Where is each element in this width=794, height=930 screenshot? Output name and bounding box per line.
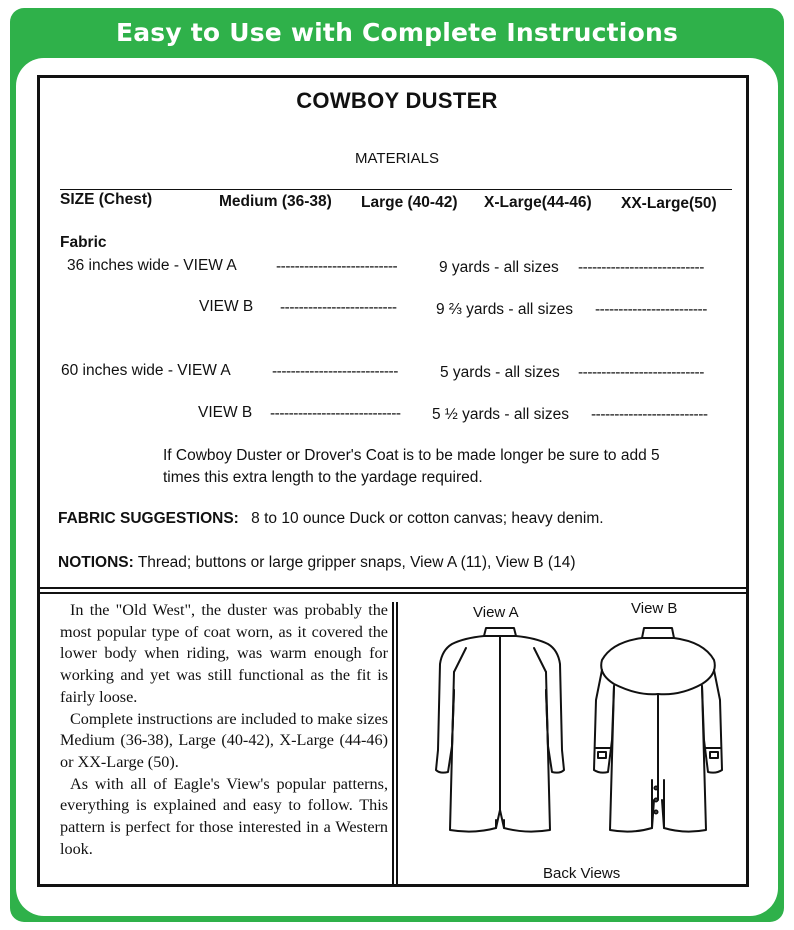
dash-leader: ---------------------------- <box>270 405 401 422</box>
size-xxlarge: XX-Large(50) <box>621 195 717 212</box>
dash-leader: --------------------------- <box>578 259 704 276</box>
view-a-label: View A <box>473 604 519 621</box>
notions-text: Thread; buttons or large gripper snaps, View A (11), View B (14) <box>137 554 576 571</box>
notions-label: NOTIONS: <box>58 554 134 571</box>
fabric-width-label: VIEW B <box>198 404 253 421</box>
fabric-note-line2: times this extra length to the yardage required. <box>163 469 483 486</box>
back-views-caption: Back Views <box>543 865 621 882</box>
size-rule <box>60 189 732 190</box>
description-paragraph: In the "Old West", the duster was probably the most popular type of coat worn, as it covered the lower body when riding, was warm enough for working and yet was still functional as the fit is fairly loose. <box>60 601 388 706</box>
page-title: COWBOY DUSTER <box>296 88 498 113</box>
view-b-label: View B <box>631 600 678 617</box>
fabric-heading: Fabric <box>60 234 107 251</box>
fabric-width-label: 60 inches wide - VIEW A <box>61 362 231 379</box>
fabric-amount: 9 yards - all sizes <box>439 259 559 276</box>
size-xlarge: X-Large(44-46) <box>484 194 592 211</box>
dash-leader: -------------------------- <box>276 258 398 275</box>
fabric-suggestions <box>58 510 604 528</box>
description-paragraph: As with all of Eagle's View's popular patterns, everything is explained and easy to follow. This pattern is perfect for those interested in a Western look. <box>60 774 388 858</box>
dash-leader: ------------------------ <box>595 301 707 318</box>
dash-leader: ------------------------- <box>591 406 708 423</box>
fabric-amount: 5 ½ yards - all sizes <box>432 406 569 423</box>
description <box>60 600 388 860</box>
header-banner: Easy to Use with Complete Instructions <box>115 18 679 47</box>
fabric-suggestions-text: 8 to 10 ounce Duck or cotton canvas; heavy denim. <box>251 510 604 527</box>
section-divider-bottom <box>40 592 746 594</box>
fabric-amount: 9 ⅔ yards - all sizes <box>436 301 573 318</box>
dash-leader: --------------------------- <box>578 364 704 381</box>
fabric-width-label: VIEW B <box>199 298 254 315</box>
dash-leader: --------------------------- <box>272 363 398 380</box>
fabric-note-line1: If Cowboy Duster or Drover's Coat is to be made longer be sure to add 5 <box>163 447 660 464</box>
notions <box>58 554 576 572</box>
coat-view-b-illustration <box>588 620 728 845</box>
column-divider <box>396 602 398 884</box>
fabric-amount: 5 yards - all sizes <box>440 364 560 381</box>
fabric-suggestions-label: FABRIC SUGGESTIONS: <box>58 510 239 527</box>
description-paragraph: Complete instructions are included to make sizes Medium (36-38), Large (40-42), X-Large (44-46) or XX-Large (50). <box>60 709 388 771</box>
size-label: SIZE (Chest) <box>60 191 153 208</box>
size-medium: Medium (36-38) <box>219 193 332 210</box>
size-large: Large (40-42) <box>361 194 458 211</box>
fabric-width-label: 36 inches wide - VIEW A <box>67 257 237 274</box>
column-divider <box>392 602 394 884</box>
coat-view-a-illustration <box>430 620 570 845</box>
materials-heading: MATERIALS <box>355 150 439 167</box>
dash-leader: ------------------------- <box>280 299 397 316</box>
section-divider-top <box>40 587 746 589</box>
